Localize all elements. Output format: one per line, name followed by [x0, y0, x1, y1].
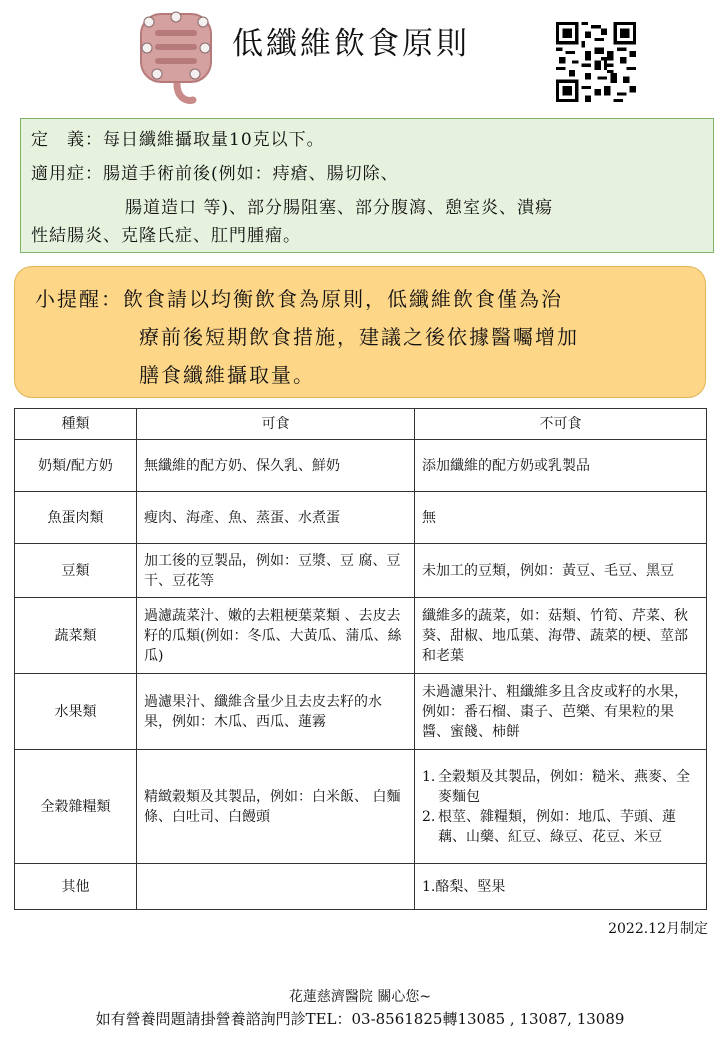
avoid-cell: 未過濾果汁、粗纖維多且含皮或籽的水果，例如：番石榴、棗子、芭樂、有果粒的果醬、蜜餞、柿餅 — [415, 674, 707, 750]
category-cell: 豆類 — [15, 544, 137, 598]
avoid-cell: 未加工的豆類，例如：黃豆、毛豆、黑豆 — [415, 544, 707, 598]
reminder-line: 療前後短期飲食措施，建議之後依據醫囑增加 — [139, 325, 579, 349]
allowed-cell: 瘦肉、海產、魚、蒸蛋、水煮蛋 — [137, 492, 415, 544]
allowed-cell: 過濾蔬菜汁、嫩的去粗梗葉菜類 、去皮去籽的瓜類(例如：冬瓜、大黃瓜、蒲瓜、絲瓜) — [137, 598, 415, 674]
intestine-illustration-icon — [135, 10, 230, 105]
allowed-cell: 無纖維的配方奶、保久乳、鮮奶 — [137, 440, 415, 492]
list-item-text: 全穀類及其製品，例如：糙米、燕麥、全麥麵包 — [438, 768, 690, 805]
category-cell: 其他 — [15, 864, 137, 910]
indication-line: 適用症：腸道手術前後(例如：痔瘡、腸切除、 — [31, 164, 399, 184]
table-row — [15, 544, 707, 598]
list-item-number: 1. — [422, 768, 436, 785]
reminder-box — [14, 266, 706, 398]
table-row — [15, 750, 707, 864]
list-item-number: 2. — [422, 808, 436, 825]
footer-contact: 如有營養問題請掛營養諮詢門診TEL：03-8561825轉13085 , 13087, 13089 — [95, 1010, 625, 1028]
table-row — [15, 492, 707, 544]
table-row — [15, 864, 707, 910]
list-item — [422, 807, 699, 847]
allowed-cell: 精緻穀類及其製品，例如：白米飯、 白麵條、白吐司、白饅頭 — [137, 750, 415, 864]
avoid-cell: 添加纖維的配方奶或乳製品 — [415, 440, 707, 492]
allowed-cell: 加工後的豆製品，例如：豆漿、豆 腐、豆干、豆花等 — [137, 544, 415, 598]
indication-line: 腸道造口 等)、部分腸阻塞、部分腹瀉、憩室炎、潰瘍 — [125, 198, 554, 218]
reminder-line: 小提醒：飲食請以均衡飲食為原則，低纖維飲食僅為治 — [35, 287, 563, 311]
allowed-cell — [137, 864, 415, 910]
definition-line: 定 義：每日纖維攝取量10克以下。 — [31, 130, 325, 150]
page-title: 低纖維飲食原則 — [232, 26, 470, 62]
diet-table — [14, 408, 707, 910]
list-item-text: 根莖、雜糧類，例如：地瓜、芋頭、蓮藕、山藥、紅豆、綠豆、花豆、米豆 — [438, 808, 676, 845]
table-row — [15, 598, 707, 674]
avoid-cell — [415, 750, 707, 864]
table-row — [15, 440, 707, 492]
avoid-cell: 纖維多的蔬菜，如：菇類、竹筍、芹菜、秋葵、甜椒、地瓜葉、海帶、蔬菜的梗、莖部和老葉 — [415, 598, 707, 674]
definition-box — [20, 118, 714, 253]
category-cell: 全穀雜糧類 — [15, 750, 137, 864]
category-cell: 魚蛋肉類 — [15, 492, 137, 544]
reminder-line: 膳食纖維攝取量。 — [139, 363, 315, 387]
allowed-cell: 過濾果汁、纖維含量少且去皮去籽的水果，例如：木瓜、西瓜、蓮霧 — [137, 674, 415, 750]
category-cell: 奶類/配方奶 — [15, 440, 137, 492]
indication-line: 性結腸炎、克隆氏症、肛門腫瘤。 — [31, 226, 301, 246]
issue-date: 2022.12月制定 — [608, 921, 708, 937]
qr-code-icon — [555, 22, 637, 102]
avoid-cell: 1.酪梨、堅果 — [415, 864, 707, 910]
avoid-cell: 無 — [415, 492, 707, 544]
column-header-avoid: 不可食 — [415, 409, 707, 440]
list-item — [422, 767, 699, 807]
footer-hospital: 花蓮慈濟醫院 關心您~ — [288, 989, 432, 1005]
column-header-category: 種類 — [15, 409, 137, 440]
column-header-allowed: 可食 — [137, 409, 415, 440]
category-cell: 蔬菜類 — [15, 598, 137, 674]
table-header-row — [15, 409, 707, 440]
category-cell: 水果類 — [15, 674, 137, 750]
table-row — [15, 674, 707, 750]
